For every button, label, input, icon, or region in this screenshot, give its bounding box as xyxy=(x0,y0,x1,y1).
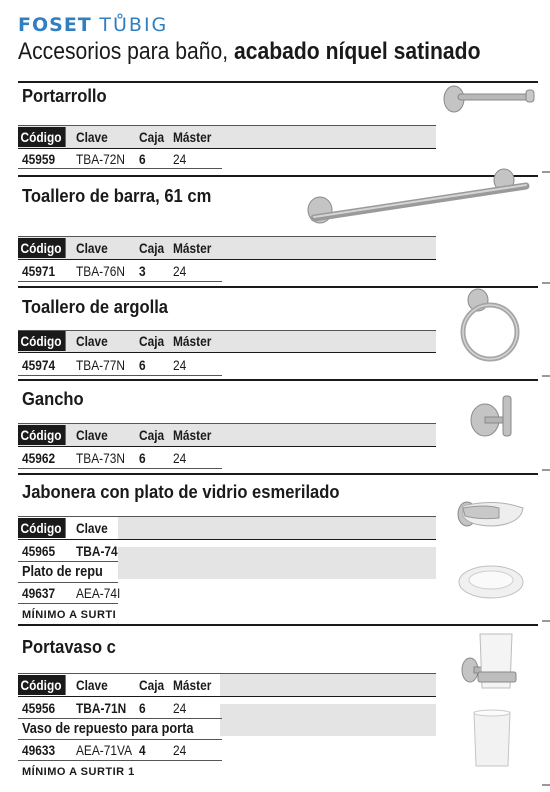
right-edge-rules xyxy=(542,0,550,792)
spare-glass-icon xyxy=(468,708,516,770)
row-line xyxy=(18,468,222,469)
page-title xyxy=(18,38,480,66)
minimum-note: MÍNIMO A SURTI xyxy=(22,609,117,621)
cell-caja: 6 xyxy=(139,151,146,167)
cell-master: 24 xyxy=(173,700,187,716)
header-clave: Clave xyxy=(76,427,108,443)
header-master: Máster xyxy=(173,240,212,256)
cell-codigo: 45959 xyxy=(22,151,56,167)
row-line xyxy=(18,760,222,761)
header-caja: Caja xyxy=(139,427,165,443)
page-title-regular: Accesorios para baño, xyxy=(18,38,235,65)
header-underline xyxy=(18,539,436,540)
cell-caja: 4 xyxy=(139,742,146,758)
header-underline xyxy=(18,352,436,353)
row-line xyxy=(18,375,222,376)
table-top-line xyxy=(18,423,436,424)
table-band xyxy=(220,704,436,736)
product-title: Portarrollo xyxy=(22,86,107,106)
cell-codigo: 45965 xyxy=(22,543,56,559)
cell-master: 24 xyxy=(173,357,187,373)
towel-bar-icon xyxy=(300,168,532,230)
spare-title: Plato de repu xyxy=(22,563,103,580)
soap-dish-icon xyxy=(455,494,527,534)
row-line xyxy=(18,603,118,604)
cell-clave: AEA-71VA xyxy=(76,742,133,758)
cell-clave: TBA-76N xyxy=(76,263,125,279)
header-caja: Caja xyxy=(139,240,165,256)
header-caja: Caja xyxy=(139,129,165,145)
cell-clave: TBA-71N xyxy=(76,700,127,716)
header-caja: Caja xyxy=(139,677,165,693)
cell-clave: TBA-73N xyxy=(76,450,125,466)
cell-codigo: 49633 xyxy=(22,742,56,758)
header-underline xyxy=(18,696,436,697)
towel-ring-icon xyxy=(455,286,525,372)
minimum-note: MÍNIMO A SURTIR 1 xyxy=(22,766,135,778)
tumbler-holder-icon xyxy=(460,630,522,696)
table-band xyxy=(220,674,436,696)
cell-caja: 6 xyxy=(139,450,146,466)
cell-clave: TBA-72N xyxy=(76,151,125,167)
cell-codigo: 45962 xyxy=(22,450,56,466)
cell-master: 24 xyxy=(173,742,187,758)
toilet-paper-holder-icon xyxy=(438,80,538,120)
section-divider xyxy=(18,473,538,475)
cell-caja: 3 xyxy=(139,263,146,279)
header-caja: Caja xyxy=(139,333,165,349)
header-master: Máster xyxy=(173,333,212,349)
cell-master: 24 xyxy=(173,151,187,167)
cell-clave: TBA-74 xyxy=(76,543,118,559)
header-codigo: Código xyxy=(18,518,66,538)
header-underline xyxy=(18,259,436,260)
cell-codigo: 49637 xyxy=(22,585,56,601)
table-top-line xyxy=(18,673,436,674)
table-top-line xyxy=(18,516,436,517)
section-divider xyxy=(18,379,538,381)
cell-codigo: 45971 xyxy=(22,263,56,279)
table-header xyxy=(18,425,438,445)
header-codigo: Código xyxy=(18,331,66,351)
table-header xyxy=(18,127,438,147)
section-divider xyxy=(18,624,538,626)
table-header xyxy=(18,238,438,258)
header-clave: Clave xyxy=(76,129,108,145)
header-master: Máster xyxy=(173,677,212,693)
header-codigo: Código xyxy=(18,238,66,258)
cell-master: 24 xyxy=(173,263,187,279)
row-line xyxy=(18,561,118,562)
row-line xyxy=(18,739,222,740)
brand-foset: FOSET xyxy=(18,14,92,36)
header-codigo: Código xyxy=(18,425,66,445)
product-title: Jabonera con plato de vidrio esmerilado xyxy=(22,482,340,502)
header-clave: Clave xyxy=(76,520,108,536)
product-title: Gancho xyxy=(22,389,84,409)
cell-codigo: 45974 xyxy=(22,357,56,373)
table-band xyxy=(118,517,436,539)
table-header xyxy=(18,331,438,351)
header-clave: Clave xyxy=(76,240,108,256)
robe-hook-icon xyxy=(465,390,525,448)
header-underline xyxy=(18,148,436,149)
row-line xyxy=(18,168,222,169)
header-master: Máster xyxy=(173,129,212,145)
cell-clave: TBA-77N xyxy=(76,357,125,373)
cell-caja: 6 xyxy=(139,700,146,716)
header-codigo: Código xyxy=(18,675,66,695)
table-header xyxy=(18,518,118,538)
product-title: Portavaso c xyxy=(22,637,116,657)
spare-title: Vaso de repuesto para porta xyxy=(22,720,194,737)
row-line xyxy=(18,281,222,282)
table-top-line xyxy=(18,236,436,237)
table-top-line xyxy=(18,125,436,126)
glass-plate-icon xyxy=(455,562,527,604)
cell-clave: AEA-74I xyxy=(76,585,121,601)
cell-caja: 6 xyxy=(139,357,146,373)
row-line xyxy=(18,718,222,719)
header-underline xyxy=(18,446,436,447)
page-title-bold: acabado níquel satinado xyxy=(234,38,481,65)
brand-logo xyxy=(18,14,168,36)
row-line xyxy=(18,582,118,583)
header-codigo: Código xyxy=(18,127,66,147)
cell-master: 24 xyxy=(173,450,187,466)
brand-tubig: TŮBIG xyxy=(99,14,169,36)
product-title: Toallero de barra, 61 cm xyxy=(22,186,212,206)
header-clave: Clave xyxy=(76,677,108,693)
header-clave: Clave xyxy=(76,333,108,349)
header-master: Máster xyxy=(173,427,212,443)
table-header xyxy=(18,675,222,695)
product-title: Toallero de argolla xyxy=(22,297,169,317)
table-band xyxy=(118,547,436,579)
cell-codigo: 45956 xyxy=(22,700,56,716)
